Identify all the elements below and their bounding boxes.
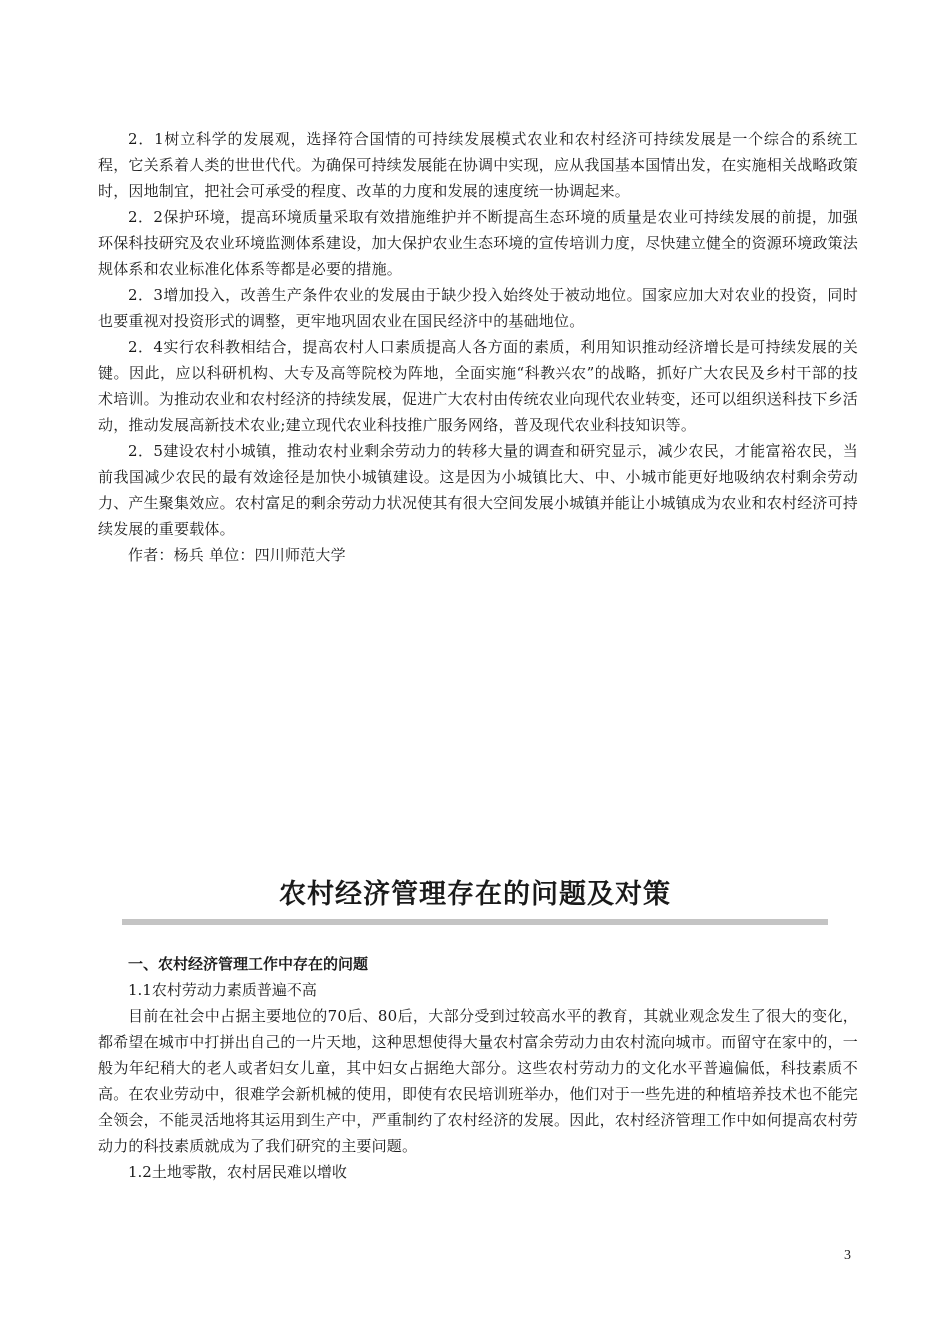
paragraph-1-1-body: 目前在社会中占据主要地位的70后、80后，大部分受到过较高水平的教育，其就业观念发生了很大的变化，都希望在城市中打拼出自己的一片天地，这种思想使得大量农村富余劳动力由农村流向城市。而留守在家中的，一般为年纪稍大的老人或者妇女儿童，其中妇女占据绝大部分。这些农村劳动力的文化水平普遍偏低，科技素质不高。在农业劳动中，很难学会新机械的使用，即使有农民培训班举办，他们对于一些先进的种植培养技术也不能完全领会，不能灵活地将其运用到生产中，严重制约了农村经济的发展。因此，农村经济管理工作中如何提高农村劳动力的科技素质就成为了我们研究的主要问题。 <box>98 1007 859 1155</box>
paragraph-2-5: 2．5建设农村小城镇，推动农村业剩余劳动力的转移大量的调查和研究显示，减少农民，才能富裕农民，当前我国减少农民的最有效途径是加快小城镇建设。这是因为小城镇比大、中、小城市能更好地吸纳农村剩余劳动力、产生聚集效应。农村富足的剩余劳动力状况使其有很大空间发展小城镇并能让小城镇成为农业和农村经济可持续发展的重要载体。 <box>98 442 859 538</box>
paragraph-2-3: 2．3增加投入，改善生产条件农业的发展由于缺少投入始终处于被动地位。国家应加大对农业的投资，同时也要重视对投资形式的调整，更牢地巩固农业在国民经济中的基础地位。 <box>98 286 858 330</box>
previous-article-section <box>98 126 858 568</box>
page-number: 3 <box>844 1248 851 1263</box>
section-heading: 一、农村经济管理工作中存在的问题 <box>128 955 369 973</box>
paragraph-2-1: 2．1树立科学的发展观，选择符合国情的可持续发展模式农业和农村经济可持续发展是一个综合的系统工程，它关系着人类的世世代代。为确保可持续发展能在协调中实现，应从我国基本国情出发，在实施相关战略政策时，因地制宜，把社会可承受的程度、改革的力度和发展的速度统一协调起来。 <box>98 130 859 200</box>
article-title: 农村经济管理存在的问题及对策 <box>279 879 671 910</box>
article-body <box>98 951 858 1185</box>
paragraph-2-2: 2．2保护环境，提高环境质量采取有效措施维护并不断提高生态环境的质量是农业可持续发展的前提，加强环保科技研究及农业环境监测体系建设，加大保护农业生态环境的宣传培训力度，尽快建立健全的资源环境政策法规体系和农业标准化体系等都是必要的措施。 <box>98 208 859 278</box>
subheading-1-2: 1.2土地零散，农村居民难以增收 <box>128 1163 347 1181</box>
title-underline-divider <box>122 919 828 925</box>
subheading-1-1: 1.1农村劳动力素质普遍不高 <box>128 981 317 999</box>
paragraph-2-4: 2．4实行农科教相结合，提高农村人口素质提高人各方面的素质，利用知识推动经济增长是可持续发展的关键。因此，应以科研机构、大专及高等院校为阵地，全面实施“科教兴农”的战略，抓好广大农民及乡村干部的技术培训。为推动农业和农村经济的持续发展，促进广大农村由传统农业向现代农业转变，还可以组织送科技下乡活动，推动发展高新技术农业;建立现代农业科技推广服务网络，普及现代农业科技知识等。 <box>98 338 859 434</box>
author-line: 作者：杨兵 单位：四川师范大学 <box>128 546 346 564</box>
